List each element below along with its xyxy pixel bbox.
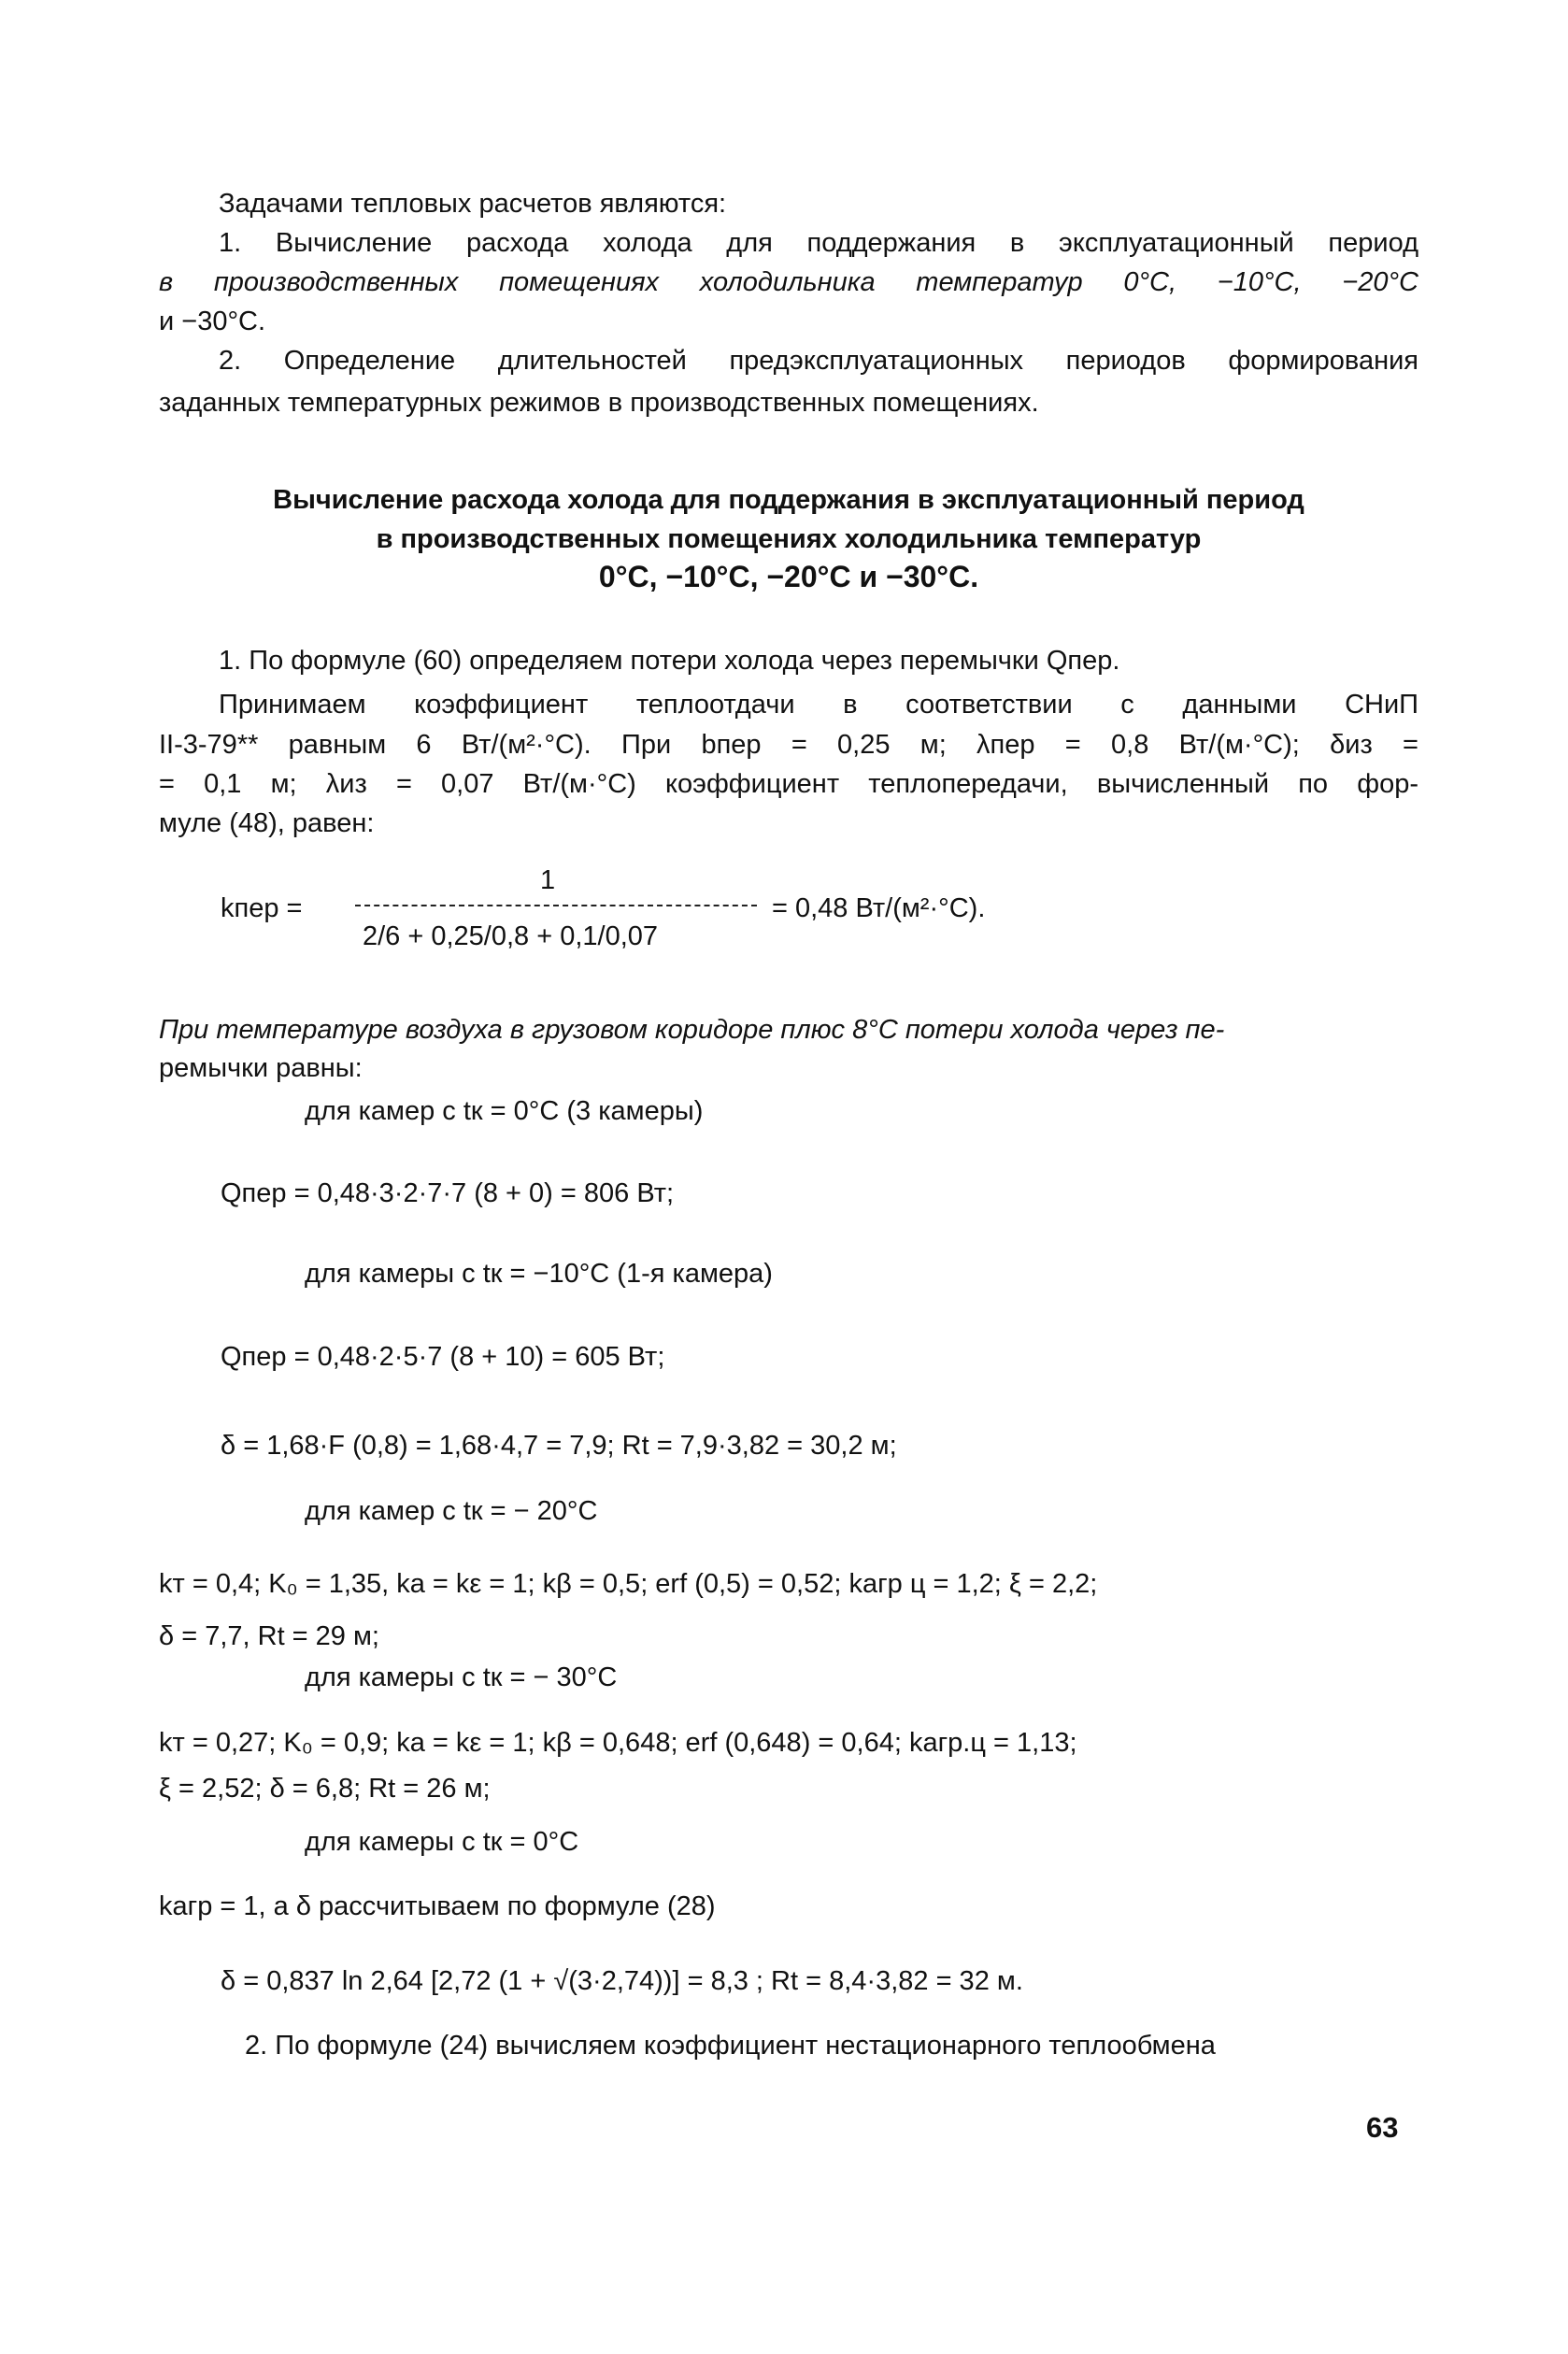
step1-line3: II-3-79** равным 6 Вт/(м²·°С). При bпер = 0,25 м; λпер = 0,8 Вт/(м·°С); δиз = [159, 730, 1418, 760]
calc-c4-label: для камеры с tк = − 30°С [305, 1662, 618, 1692]
formula-k-denominator: 2/6 + 0,25/0,8 + 0,1/0,07 [363, 921, 659, 951]
calc-c5-formula: δ = 0,837 ln 2,64 [2,72 (1 + √(3·2,74))] = 8,3 ; Rt = 8,4·3,82 = 32 м. [221, 1966, 1023, 1996]
calc-c2-formula: Qпер = 0,48·2·5·7 (8 + 10) = 605 Вт; [221, 1342, 665, 1372]
calc-c5-label: для камеры с tк = 0°С [305, 1827, 579, 1857]
calc-c3-line1: kт = 0,4; K₀ = 1,35, ka = kε = 1; kβ = 0,5; erf (0,5) = 0,52; kагр ц = 1,2; ξ = 2,2; [159, 1569, 1098, 1599]
step1-line4: = 0,1 м; λиз = 0,07 Вт/(м·°С) коэффициент теплопередачи, вычисленный по фор- [159, 769, 1418, 799]
page-number: 63 [1366, 2111, 1399, 2144]
intro-heading: Задачами тепловых расчетов являются: [219, 189, 727, 219]
intro-item2-line2: заданных температурных режимов в производственных помещениях. [159, 388, 1039, 418]
calc-c2-label: для камеры с tк = −10°С (1-я камера) [305, 1259, 773, 1289]
corridor-line1: При температуре воздуха в грузовом коридоре плюс 8°С потери холода через пе- [159, 1015, 1225, 1045]
step1-line5: муле (48), равен: [159, 808, 375, 838]
calc-c5-line1: kагр = 1, а δ рассчитываем по формуле (28) [159, 1891, 716, 1921]
step1-line2: Принимаем коэффициент теплоотдачи в соответствии с данными СНиП [219, 690, 1418, 720]
calc-c4-line1: kт = 0,27; K₀ = 0,9; ka = kε = 1; kβ = 0,648; erf (0,648) = 0,64; kагр.ц = 1,13; [159, 1728, 1077, 1758]
intro-item1-line2: в производственных помещениях холодильника температур 0°С, −10°С, −20°С [159, 267, 1418, 297]
intro-item1-line3: и −30°С. [159, 307, 266, 336]
section-title-line1: Вычисление расхода холода для поддержания в эксплуатационный период [273, 485, 1304, 515]
calc-delta-line: δ = 1,68·F (0,8) = 1,68·4,7 = 7,9; Rt = 7,9·3,82 = 30,2 м; [221, 1431, 897, 1461]
step1-line1: 1. По формуле (60) определяем потери холода через перемычки Qпер. [219, 646, 1120, 676]
calc-c1-label: для камер с tк = 0°С (3 камеры) [305, 1096, 704, 1126]
intro-item1-line1: 1. Вычисление расхода холода для поддержания в эксплуатационный период [219, 228, 1418, 258]
calc-c3-label: для камер с tк = − 20°С [305, 1496, 598, 1526]
corridor-line2: ремычки равны: [159, 1053, 363, 1083]
calc-c1-formula: Qпер = 0,48·3·2·7·7 (8 + 0) = 806 Вт; [221, 1178, 675, 1208]
calc-c3-line2: δ = 7,7, Rt = 29 м; [159, 1621, 379, 1651]
step2-line1: 2. По формуле (24) вычисляем коэффициент нестационарного теплообмена [245, 2031, 1216, 2061]
section-title-line2: в производственных помещениях холодильника температур [376, 524, 1202, 554]
formula-k-lhs: kпер = [221, 893, 303, 923]
section-title-line3: 0°С, −10°С, −20°С и −30°С. [598, 560, 979, 593]
intro-item2-line1: 2. Определение длительностей предэксплуатационных периодов формирования [219, 346, 1418, 376]
formula-k-numerator: 1 [540, 865, 556, 895]
formula-k-result: = 0,48 Вт/(м²·°С). [772, 893, 986, 923]
fraction-bar [355, 905, 757, 906]
calc-c4-line2: ξ = 2,52; δ = 6,8; Rt = 26 м; [159, 1774, 491, 1804]
